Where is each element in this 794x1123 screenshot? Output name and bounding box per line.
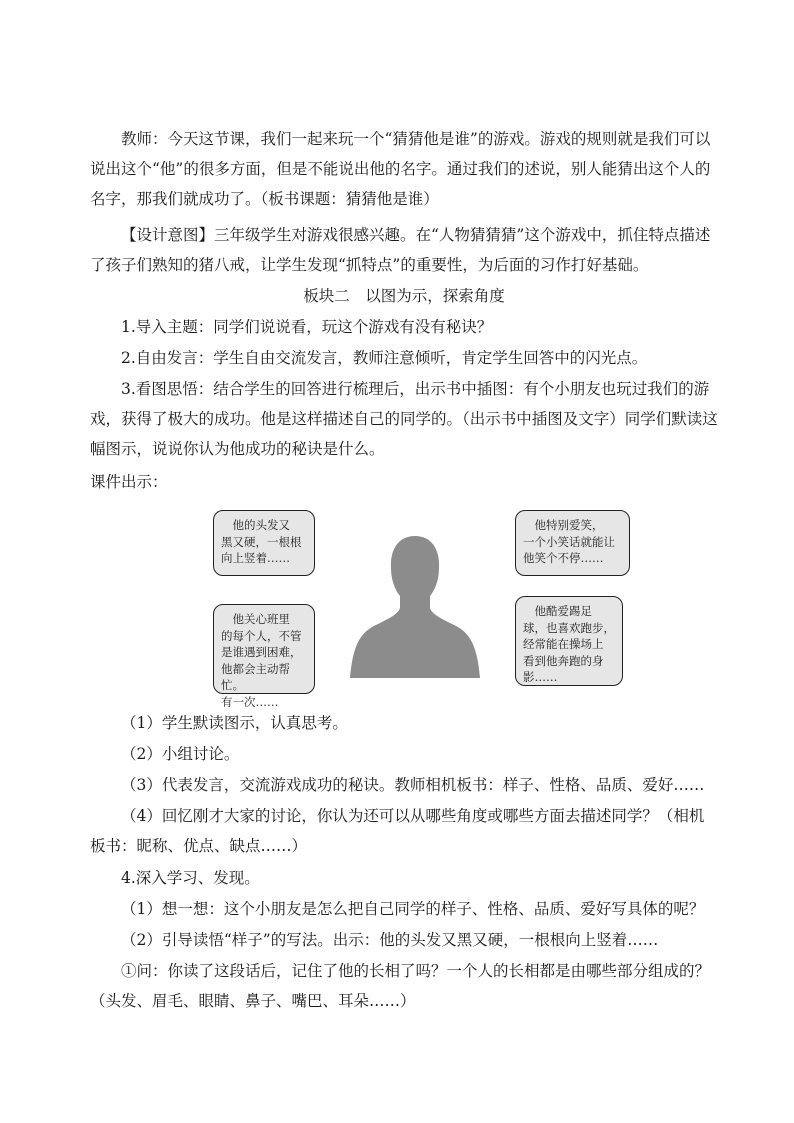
paragraph-sub-4: （4）回忆刚才大家的讨论，你认为还可以从哪些角度或哪些方面去描述同学？（相机板书：昵称、优点、缺点……） xyxy=(90,807,705,855)
paragraph-teacher-intro: 教师：今天这节课，我们一起来玩一个“猜猜他是谁”的游戏。游戏的规则就是我们可以说出这个“他”的很多方面，但是不能说出他的名字。通过我们的述说，别人能猜出这个人的名字，那我们就成功了。（板书课题：猜猜他是谁） xyxy=(90,130,711,208)
speech-bubble-care: 他关心班里 的每个人，不管 是谁遇到困难， 他都会主动帮忙。 有一次…… xyxy=(213,604,315,694)
paragraph-courseware-label: 课件出示： xyxy=(90,473,168,491)
paragraph-question: ①问：你读了这段话后，记住了他的长相了吗？一个人的长相都是由哪些部分组成的？（头发、眉毛、眼睛、鼻子、嘴巴、耳朵……） xyxy=(90,962,711,1010)
paragraph-sub-2: （2）小组讨论。 xyxy=(121,745,240,763)
speech-bubble-laugh: 他特别爱笑， 一个小笑话就能让 他笑个不停…… xyxy=(515,510,630,576)
paragraph-think: （1）想一想：这个小朋友是怎么把自己同学的样子、性格、品质、爱好写具体的呢？ xyxy=(121,900,705,918)
paragraph-sub-1: （1）学生默读图示，认真思考。 xyxy=(121,714,348,732)
paragraph-step-2: 2.自由发言：学生自由交流发言，教师注意倾听，肯定学生回答中的闪光点。 xyxy=(121,349,648,367)
paragraph-sub-3: （3）代表发言，交流游戏成功的秘诀。教师相机板书：样子、性格、品质、爱好…… xyxy=(121,776,705,794)
paragraph-step-4: 4.深入学习、发现。 xyxy=(121,869,260,887)
paragraph-guide-appearance: （2）引导读悟“样子”的写法。出示：他的头发又黑又硬，一根根向上竖着…… xyxy=(121,931,659,949)
speech-bubble-hair: 他的头发又 黑又硬，一根根 向上竖着…… xyxy=(213,510,315,576)
paragraph-step-3: 3.看图思悟：结合学生的回答进行梳理后，出示书中插图：有个小朋友也玩过我们的游戏，获得了极大的成功。他是这样描述自己的同学的。（出示书中插图及文字）同学们默读这幅图示，说说你认为他成功的秘诀是什么。 xyxy=(90,380,718,458)
paragraph-design-intent: 【设计意图】三年级学生对游戏很感兴趣。在“人物猜猜猜”这个游戏中，抓住特点描述了孩子们熟知的猪八戒，让学生发现“抓特点”的重要性，为后面的习作打好基础。 xyxy=(90,226,711,274)
person-silhouette-icon xyxy=(350,530,480,678)
speech-bubble-football: 他酷爱踢足 球，也喜欢跑步， 经常能在操场上 看到他奔跑的身 影…… xyxy=(515,596,623,686)
section-heading: 板块二 以图为示，探索角度 xyxy=(303,287,505,305)
courseware-figure xyxy=(205,500,635,709)
paragraph-step-1: 1.导入主题：同学们说说看，玩这个游戏有没有秘诀？ xyxy=(121,318,493,336)
